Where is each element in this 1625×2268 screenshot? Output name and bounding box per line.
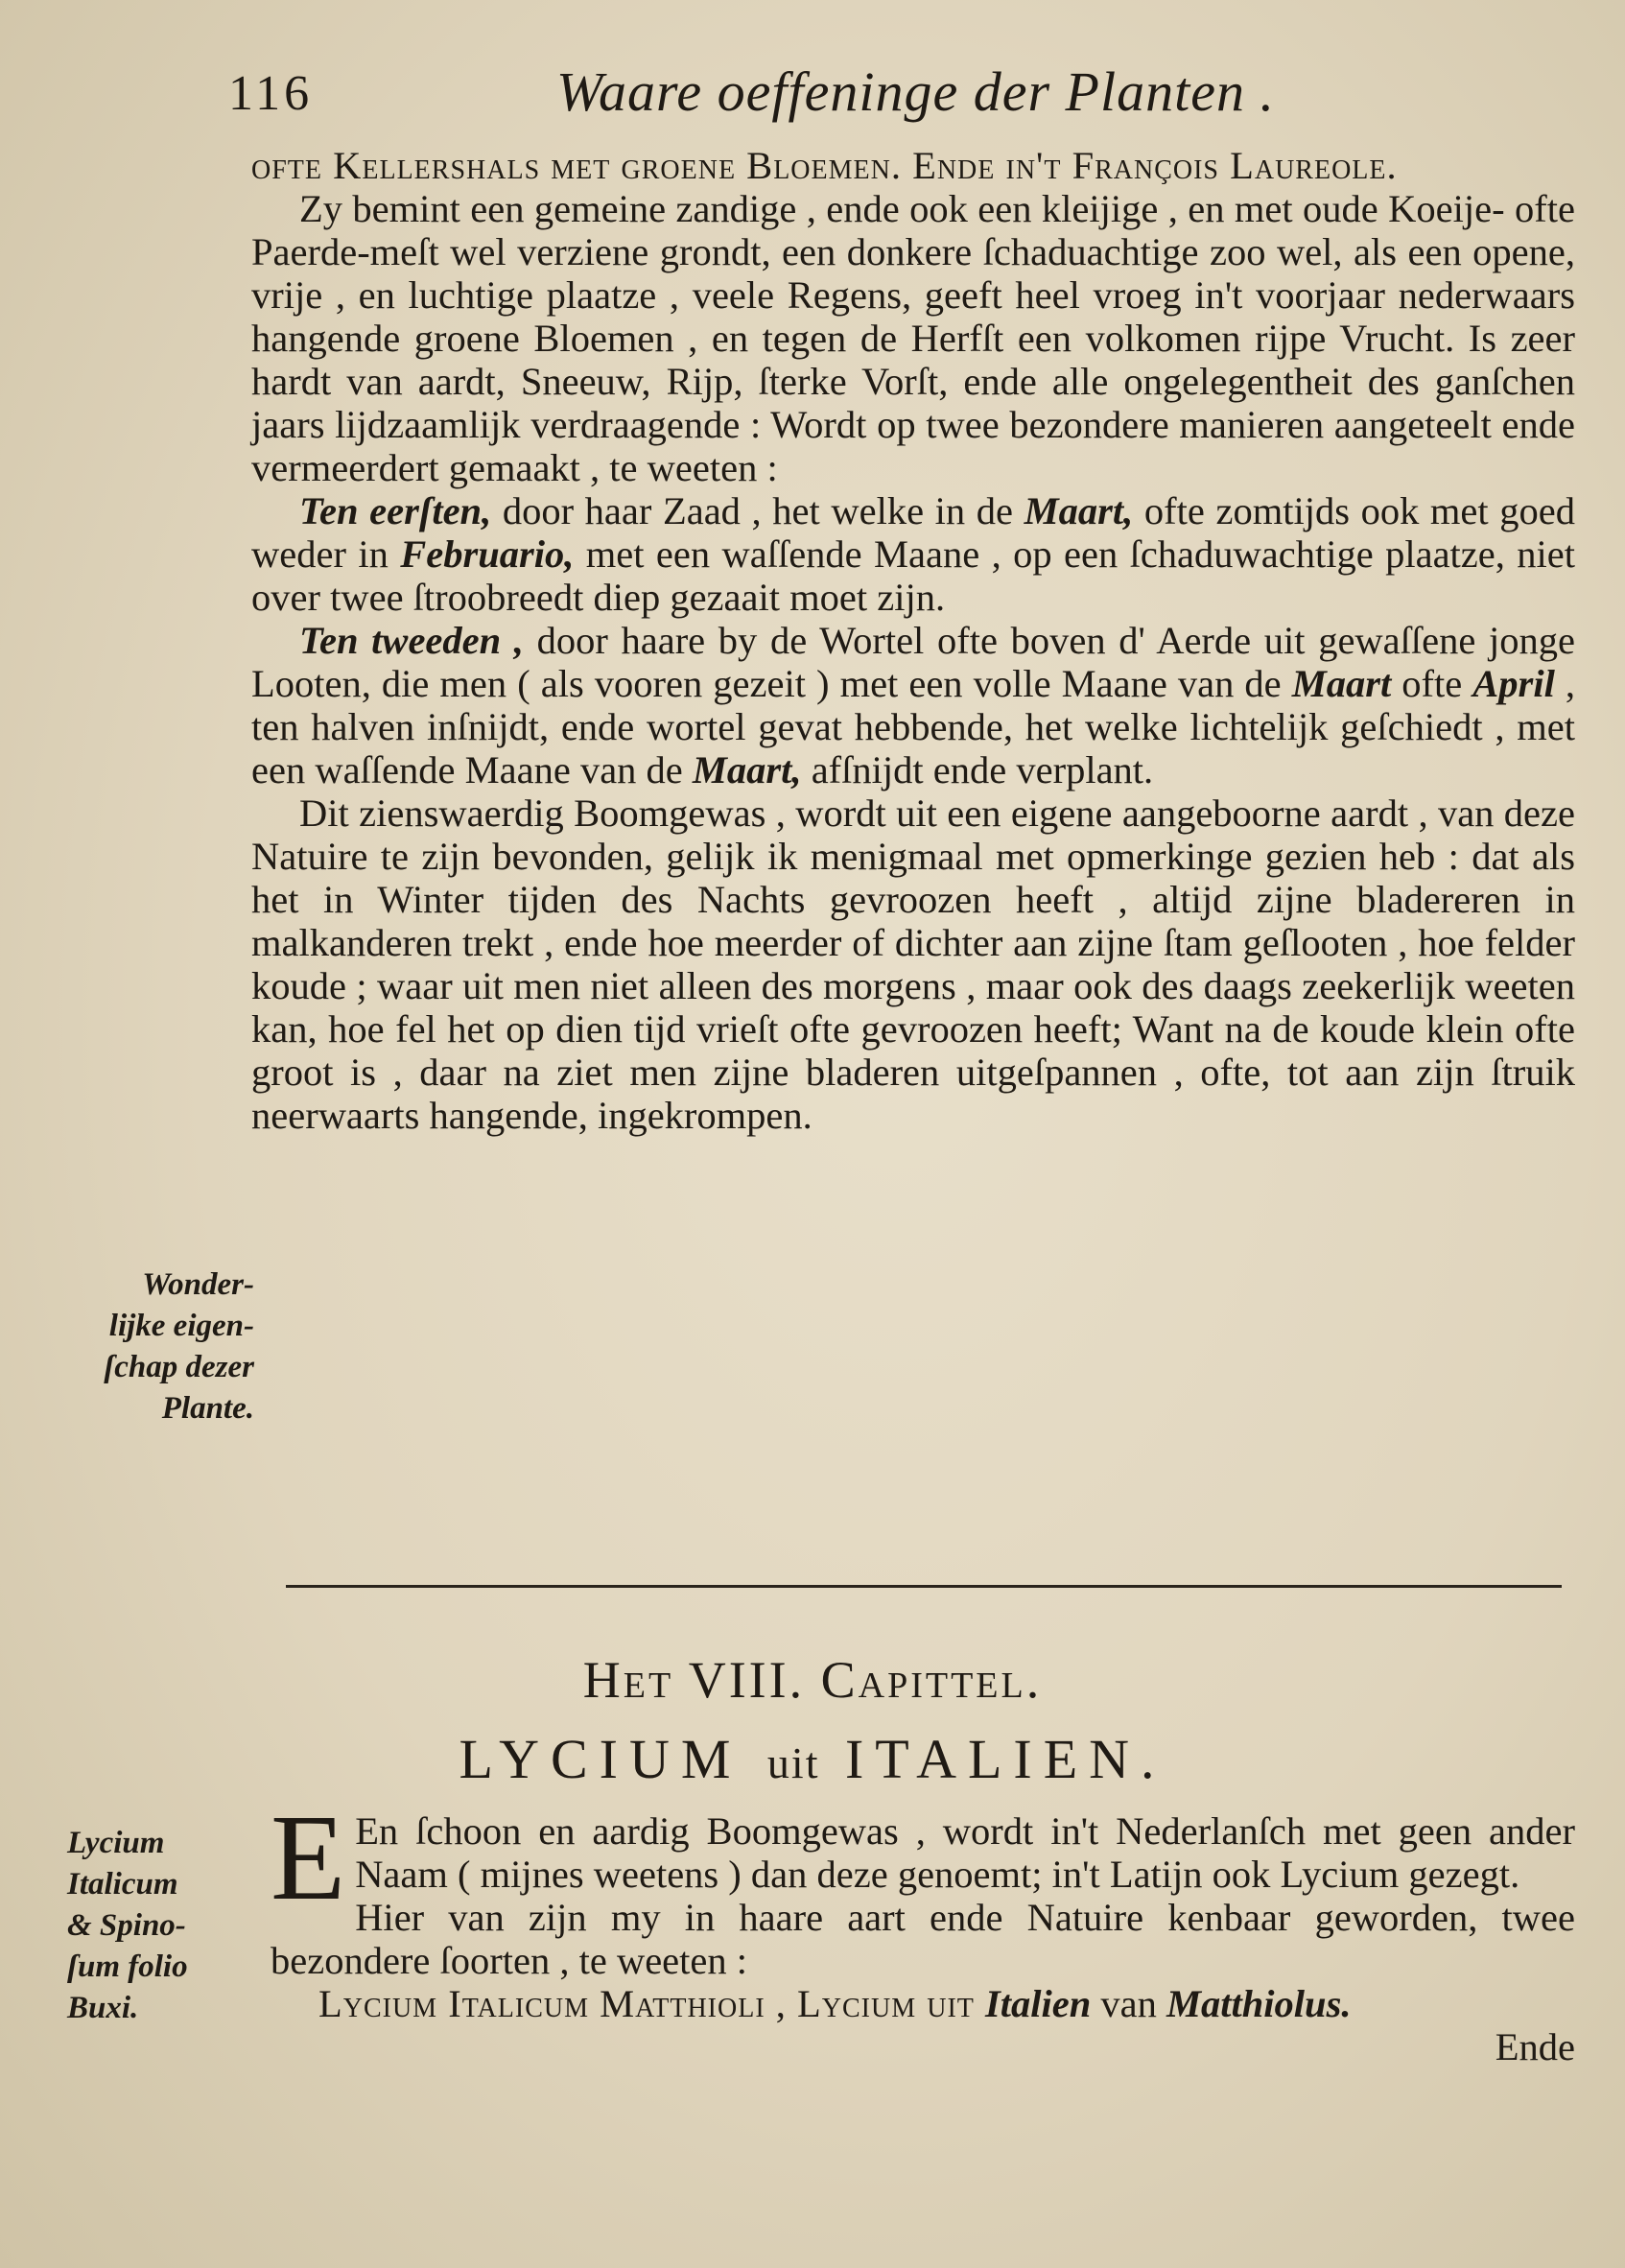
chapter-title <box>0 1727 1625 1791</box>
lead-term: Ten eerſten, <box>299 489 492 532</box>
paragraph-lycium-italicum <box>271 1982 1575 2025</box>
month-term: Maart, <box>692 748 802 791</box>
text-run: , ten halven inſnijdt, ende wortel gevat hebbende, het welke lichtelijk geſchiedt , met een waſſende Maane van de <box>251 662 1576 791</box>
drop-cap: E <box>271 1789 346 1925</box>
margin-note-line: lijke eigen- <box>108 1309 254 1343</box>
paragraph-propagation-second <box>251 619 1575 791</box>
page-number: 116 <box>228 66 314 121</box>
italic-term: Matthiolus. <box>1166 1982 1352 2025</box>
running-title: Waare oeffeninge der Planten . <box>556 60 1275 123</box>
margin-note-line: Plante. <box>161 1391 254 1426</box>
text-run: door haar Zaad , het welke in de <box>491 489 1024 532</box>
paragraph-propagation-first <box>251 489 1575 619</box>
page-header <box>0 59 1625 136</box>
title-part: uit <box>766 1738 820 1787</box>
chapter-heading: Het VIII. Capittel. <box>582 1651 1043 1709</box>
margin-note-line: Wonder- <box>142 1267 254 1302</box>
margin-note-line: Italicum <box>67 1867 178 1902</box>
margin-note-line: ſum folio <box>67 1949 188 1984</box>
text-run: door haare by de Wortel ofte boven d' Aerde uit gewaſſene jonge Looten, die men ( als vooren gezeit ) met een volle Maane van de <box>251 619 1575 705</box>
margin-note-line: & Spino- <box>67 1908 186 1943</box>
main-text <box>251 144 1575 1137</box>
paragraph-varieties: Hier van zijn my in haare aart ende Natuire kenbaar geworden, twee bezondere ſoorten , te weeten : <box>271 1896 1575 1982</box>
lead-term: Ten tweeden , <box>299 619 524 662</box>
text-run: Lycium Italicum Matthioli , Lycium uit <box>318 1982 985 2025</box>
margin-note-line: Buxi. <box>67 1991 139 2025</box>
margin-note-line: Lycium <box>67 1826 165 1860</box>
month-term: Maart, <box>1024 489 1134 532</box>
margin-note-lycium <box>67 1823 225 2029</box>
text-run: En ſchoon en aardig Boomgewas , wordt in't Nederlanſch met geen ander Naam ( mijnes weetens ) dan deze genoemt; in't Latijn ook Lycium gezegt. <box>355 1809 1575 1896</box>
margin-note-wonder <box>96 1264 254 1429</box>
paragraph-observation: Dit zienswaerdig Boomgewas , wordt uit een eigene aangeboorne aardt , van deze Natuire te zijn bevonden, gelijk ik menigmaal met opmerkinge gezien heb : dat als het in Winter tijden des Nachts gevroozen heeft , altijd zijne bladereren in malkanderen trekt , ende hoe meerder of dichter aan zijne ſtam geſlooten , hoe felder koude ; waar uit men niet alleen des morgens , maar ook des daags zeekerlijk weeten kan, hoe fel het op dien tijd vrieſt ofte gevroozen heeft; Want na de koude klein ofte groot is , daar na ziet men zijne bladeren uitgeſpannen , ofte, tot aan zijn ſtruik neerwaarts hangende, ingekrompen. <box>251 791 1575 1137</box>
margin-note-line: ſchap dezer <box>104 1350 254 1384</box>
text-run: afſnijdt ende verplant. <box>801 748 1154 791</box>
text-run: met een waſſende Maane , op een ſchaduwachtige plaatze, niet over twee ſtroobreedt diep gezaait moet zijn. <box>251 532 1575 619</box>
italic-term: Italien <box>985 1982 1092 2025</box>
paragraph-intro <box>271 1789 1575 1925</box>
chapter-body <box>271 1789 1575 2068</box>
catchword: Ende <box>1495 2025 1575 2068</box>
text-run: van <box>1091 1982 1167 2025</box>
month-term: Maart <box>1291 662 1392 705</box>
section-divider <box>286 1585 1562 1588</box>
paragraph-continuation: ofte Kellershals met groene Bloemen. Ende in't François Laureole. <box>251 144 1398 187</box>
title-part: ITALIEN. <box>844 1728 1166 1790</box>
month-term: Februario, <box>400 532 575 576</box>
month-term: April <box>1472 662 1555 705</box>
title-part: LYCIUM <box>459 1728 742 1790</box>
paragraph-habitat: Zy bemint een gemeine zandige , ende ook een kleijige , en met oude Koeije- ofte Paerde-meſt wel verziene grondt, een donkere ſchaduachtige zoo wel, als een opene, vrije , en luchtige plaatze , veele Regens, geeft heel vroeg in't voorjaar nederwaars hangende groene Bloemen , en tegen de Herfſt een volkomen rijpe Vrucht. Is zeer hardt van aardt, Sneeuw, Rijp, ſterke Vorſt, ende alle ongelegentheit des ganſchen jaars lijdzaamlijk verdraagende : Wordt op twee bezondere manieren aangeteelt ende vermeerdert gemaakt , te weeten : <box>251 187 1575 489</box>
text-run: ofte <box>1391 662 1473 705</box>
text-run: ofte zomtijds ook met goed weder in <box>251 489 1575 576</box>
